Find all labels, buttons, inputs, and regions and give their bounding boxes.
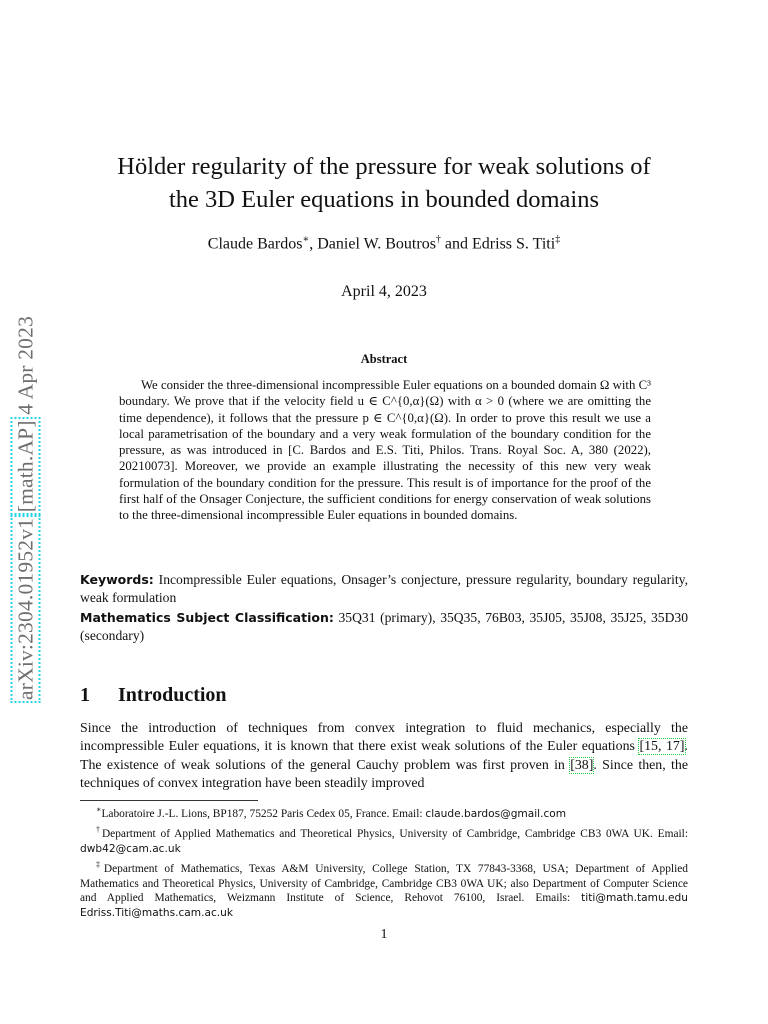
email-link[interactable]: dwb42@cam.ac.uk (80, 842, 181, 855)
author-name: Edriss S. Titi (472, 235, 556, 253)
title-line-1: Hölder regularity of the pressure for weak solutions of (117, 153, 651, 180)
footnote-2 (80, 823, 688, 856)
keywords-text: Incompressible Euler equations, Onsager’s conjecture, pressure regularity, boundary regularity, weak formulation (80, 572, 688, 605)
section-heading (80, 684, 227, 707)
section-title: Introduction (118, 684, 227, 706)
footnote-mark: ‡ (96, 860, 104, 870)
title-line-2: the 3D Euler equations in bounded domains (168, 186, 600, 213)
email-link[interactable]: Edriss.Titi@maths.cam.ac.uk (80, 906, 234, 919)
page-number: 1 (380, 927, 388, 942)
msc-label: Mathematics Subject Classification: (80, 610, 334, 625)
author-footnote-mark[interactable]: † (435, 234, 441, 245)
footnote-mark: ∗ (96, 805, 102, 814)
arxiv-category-link[interactable]: [math.AP] (13, 420, 38, 513)
keywords-label: Keywords: (80, 572, 154, 587)
paper-date: April 4, 2023 (341, 283, 427, 300)
author-separator: and (444, 235, 469, 253)
footnote-text: Laboratoire J.-L. Lions, BP187, 75252 Paris Cedex 05, France. Email: (101, 807, 423, 820)
arxiv-date: 4 Apr 2023 (13, 315, 38, 415)
keywords-paragraph (80, 571, 688, 607)
footnote-1 (80, 803, 688, 821)
citation-link[interactable]: [38] (570, 757, 594, 773)
intro-paragraph (80, 720, 688, 794)
author-footnote-mark[interactable]: ∗ (302, 234, 310, 245)
paper-title (60, 150, 708, 216)
author-name: Daniel W. Boutros (317, 235, 436, 253)
arxiv-stamp (14, 316, 39, 700)
section-number: 1 (80, 684, 90, 706)
author-footnote-mark[interactable]: ‡ (555, 234, 561, 245)
msc-paragraph (80, 609, 688, 645)
footnote-text: Department of Mathematics, Texas A&M University, College Station, TX 77843-3368, USA; Department of Applied Mathematics and Theoretical Physics, University of Cambridge, Cambridge CB3 0WA UK; also Department of Computer Science and Applied Mathematics, Weizmann Institute of Science, Rehovot 76100, Israel. Emails: (80, 863, 689, 905)
footnote-3 (80, 858, 688, 920)
citation-link[interactable]: [15, 17] (639, 739, 685, 755)
email-link[interactable]: claude.bardos@gmail.com (425, 807, 567, 820)
arxiv-id-link[interactable]: arXiv:2304.01952v1 (13, 517, 38, 701)
intro-text: Since the introduction of techniques from convex integration to fluid mechanics, especially the incompressible Euler equations, it is known that there exist weak solutions of the Euler equations (80, 721, 688, 755)
author-list: Claude Bardos∗, Daniel W. Boutros† and Edriss S. Titi‡ (207, 234, 561, 253)
intro-text: . Since then, the techniques of convex integration have been steadily improved (80, 757, 689, 792)
email-link[interactable]: titi@math.tamu.edu (581, 892, 688, 905)
abstract-text: We consider the three-dimensional incompressible Euler equations on a bounded domain Ω with C³ boundary. We prove that if the velocity field u ∈ C^{0,α}(Ω) with α > 0 (where we are omitting the time dependence), it follows that the pressure p ∈ C^{0,α}(Ω). In order to prove this result we use a local parametrisation of the boundary and a very weak formulation of the boundary condition for the pressure, as was introduced in [C. Bardos and E.S. Titi, Philos. Trans. Royal Soc. A, 380 (2022), 20210073]. Moreover, we provide an example illustrating the necessity of this new very weak formulation of the boundary condition for the pressure. This result is of importance for the proof of the first half of the Onsager Conjecture, the sufficient conditions for energy conservation of weak solutions to the three-dimensional incompressible Euler equations in bounded domains. (119, 378, 651, 523)
msc-text: 35Q31 (primary), 35Q35, 76B03, 35J05, 35J08, 35J25, 35D30 (secondary) (80, 610, 688, 643)
abstract-heading: Abstract (360, 352, 408, 366)
arxiv-sidebar (10, 283, 42, 733)
footnote-rule (80, 800, 258, 801)
author-name: Claude Bardos (207, 235, 303, 253)
footnote-text: Department of Applied Mathematics and Theoretical Physics, University of Cambridge, Cambridge CB3 0WA UK. Email: (101, 828, 688, 841)
footnote-mark: † (96, 825, 102, 835)
footnotes (80, 803, 688, 921)
intro-text: . The existence of weak solutions of the general Cauchy problem was first proven in (80, 739, 688, 773)
